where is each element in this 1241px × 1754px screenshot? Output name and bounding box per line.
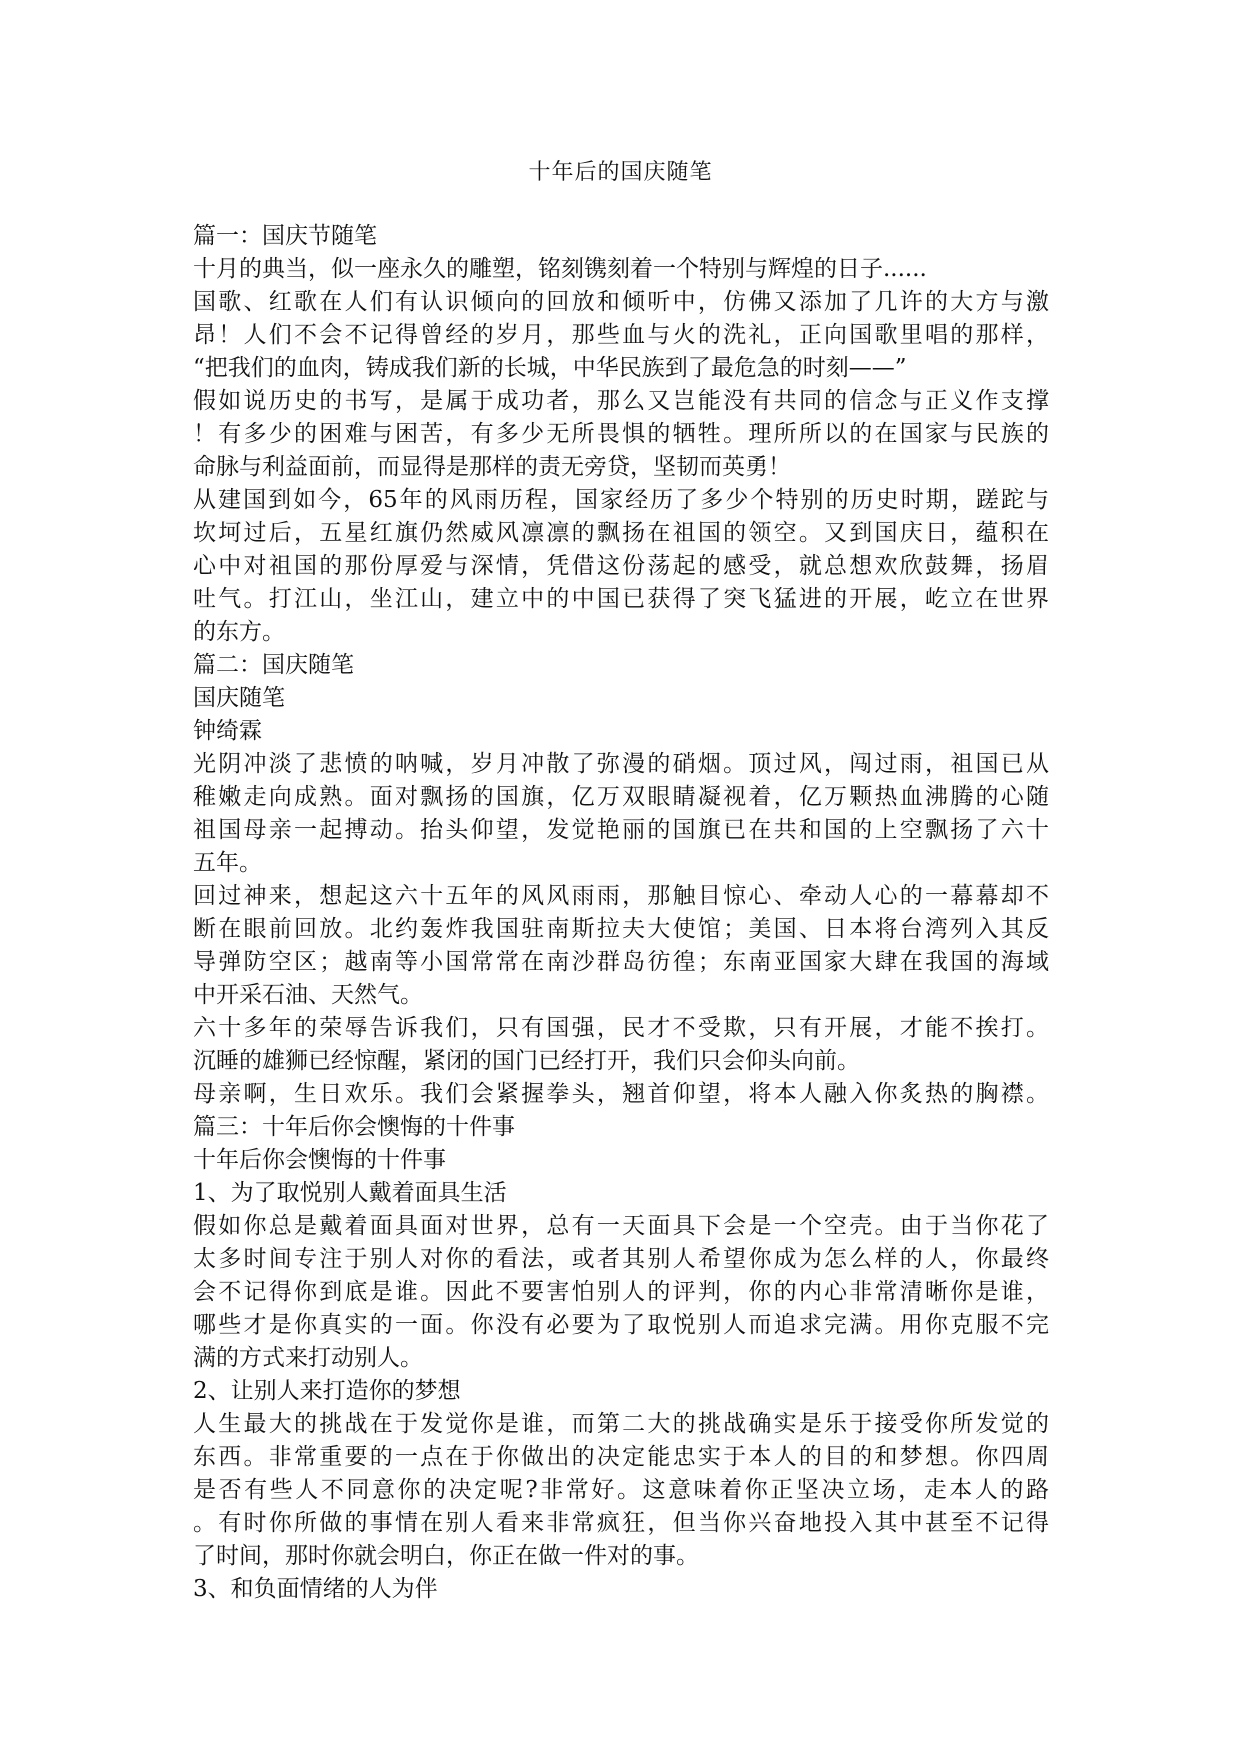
paragraph-line: 坎坷过后，五星红旗仍然威风凛凛的飘扬在祖国的领空。又到国庆日，蕴积在 <box>193 520 1049 546</box>
paragraph-line: 回过神来，想起这六十五年的风风雨雨，那触目惊心、牵动人心的一幕幕却不 <box>193 883 1049 909</box>
section-heading-2: 篇二：国庆随笔 <box>193 652 354 678</box>
paragraph-line: 昂！人们不会不记得曾经的岁月，那些血与火的洗礼，正向国歌里唱的那样， <box>193 322 1049 348</box>
paragraph-line: 五年。 <box>193 850 262 876</box>
paragraph-line: 会不记得你到底是谁。因此不要害怕别人的评判，你的内心非常清晰你是谁， <box>193 1279 1049 1305</box>
item-heading-2: 2、让别人来打造你的梦想 <box>193 1378 461 1404</box>
paragraph-line: 心中对祖国的那份厚爱与深情，凭借这份荡起的感受，就总想欢欣鼓舞，扬眉 <box>193 553 1049 579</box>
document-title: 十年后的国庆随笔 <box>528 160 713 185</box>
paragraph-line: 假如你总是戴着面具面对世界，总有一天面具下会是一个空壳。由于当你花了 <box>193 1213 1049 1239</box>
paragraph-line: 十月的典当，似一座永久的雕塑，铭刻镌刻着一个特别与辉煌的日子...... <box>193 256 927 282</box>
paragraph-line: 了时间，那时你就会明白，你正在做一件对的事。 <box>193 1543 699 1569</box>
item-heading-1: 1、为了取悦别人戴着面具生活 <box>193 1180 507 1206</box>
paragraph-line: 。有时你所做的事情在别人看来非常疯狂，但当你兴奋地投入其中甚至不记得 <box>193 1510 1049 1536</box>
paragraph-line: 太多时间专注于别人对你的看法，或者其别人希望你成为怎么样的人，你最终 <box>193 1246 1049 1272</box>
paragraph-line: 假如说历史的书写，是属于成功者，那么又岂能没有共同的信念与正义作支撑 <box>193 388 1049 414</box>
paragraph-line: 导弹防空区；越南等小国常常在南沙群岛彷徨；东南亚国家大肆在我国的海域 <box>193 949 1049 975</box>
paragraph-line: 国歌、红歌在人们有认识倾向的回放和倾听中，仿佛又添加了几许的大方与激 <box>193 289 1049 315</box>
author-name: 钟绮霖 <box>193 718 262 744</box>
paragraph-line: 满的方式来打动别人。 <box>193 1345 423 1371</box>
paragraph-line: 是否有些人不同意你的决定呢?非常好。这意味着你正坚决立场，走本人的路 <box>193 1477 1049 1503</box>
paragraph-line: 六十多年的荣辱告诉我们，只有国强，民才不受欺，只有开展，才能不挨打。 <box>193 1015 1049 1041</box>
section-heading-1: 篇一：国庆节随笔 <box>193 223 377 249</box>
subtitle: 国庆随笔 <box>193 685 285 711</box>
section-heading-3: 篇三：十年后你会懊悔的十件事 <box>193 1114 515 1140</box>
item-heading-3: 3、和负面情绪的人为伴 <box>193 1576 438 1602</box>
paragraph-line: 吐气。打江山，坐江山，建立中的中国已获得了突飞猛进的开展，屹立在世界 <box>193 586 1049 612</box>
paragraph-line: 命脉与利益面前，而显得是那样的责无旁贷，坚韧而英勇！ <box>193 454 791 480</box>
paragraph-line: 的东方。 <box>193 619 285 645</box>
paragraph-line: 从建国到如今，65年的风雨历程，国家经历了多少个特别的历史时期，蹉跎与 <box>193 487 1049 513</box>
paragraph-line: “把我们的血肉，铸成我们新的长城，中华民族到了最危急的时刻——” <box>193 355 907 381</box>
paragraph-line: 光阴冲淡了悲愤的呐喊，岁月冲散了弥漫的硝烟。顶过风，闯过雨，祖国已从 <box>193 751 1049 777</box>
paragraph-line: 祖国母亲一起搏动。抬头仰望，发觉艳丽的国旗已在共和国的上空飘扬了六十 <box>193 817 1049 843</box>
paragraph-line: 断在眼前回放。北约轰炸我国驻南斯拉夫大使馆；美国、日本将台湾列入其反 <box>193 916 1049 942</box>
paragraph-line: 东西。非常重要的一点在于你做出的决定能忠实于本人的目的和梦想。你四周 <box>193 1444 1049 1470</box>
subtitle: 十年后你会懊悔的十件事 <box>193 1147 446 1173</box>
paragraph-line: 哪些才是你真实的一面。你没有必要为了取悦别人而追求完满。用你克服不完 <box>193 1312 1049 1338</box>
document-body <box>193 220 1049 1606</box>
paragraph-line: 人生最大的挑战在于发觉你是谁，而第二大的挑战确实是乐于接受你所发觉的 <box>193 1411 1049 1437</box>
paragraph-line: 中开采石油、天然气。 <box>193 982 423 1008</box>
paragraph-line: ！有多少的困难与困苦，有多少无所畏惧的牺牲。理所所以的在国家与民族的 <box>193 421 1049 447</box>
paragraph-line: 母亲啊，生日欢乐。我们会紧握拳头，翘首仰望，将本人融入你炙热的胸襟。 <box>193 1081 1049 1107</box>
paragraph-line: 沉睡的雄狮已经惊醒，紧闭的国门已经打开，我们只会仰头向前。 <box>193 1048 860 1074</box>
paragraph-line: 稚嫩走向成熟。面对飘扬的国旗，亿万双眼睛凝视着，亿万颗热血沸腾的心随 <box>193 784 1049 810</box>
